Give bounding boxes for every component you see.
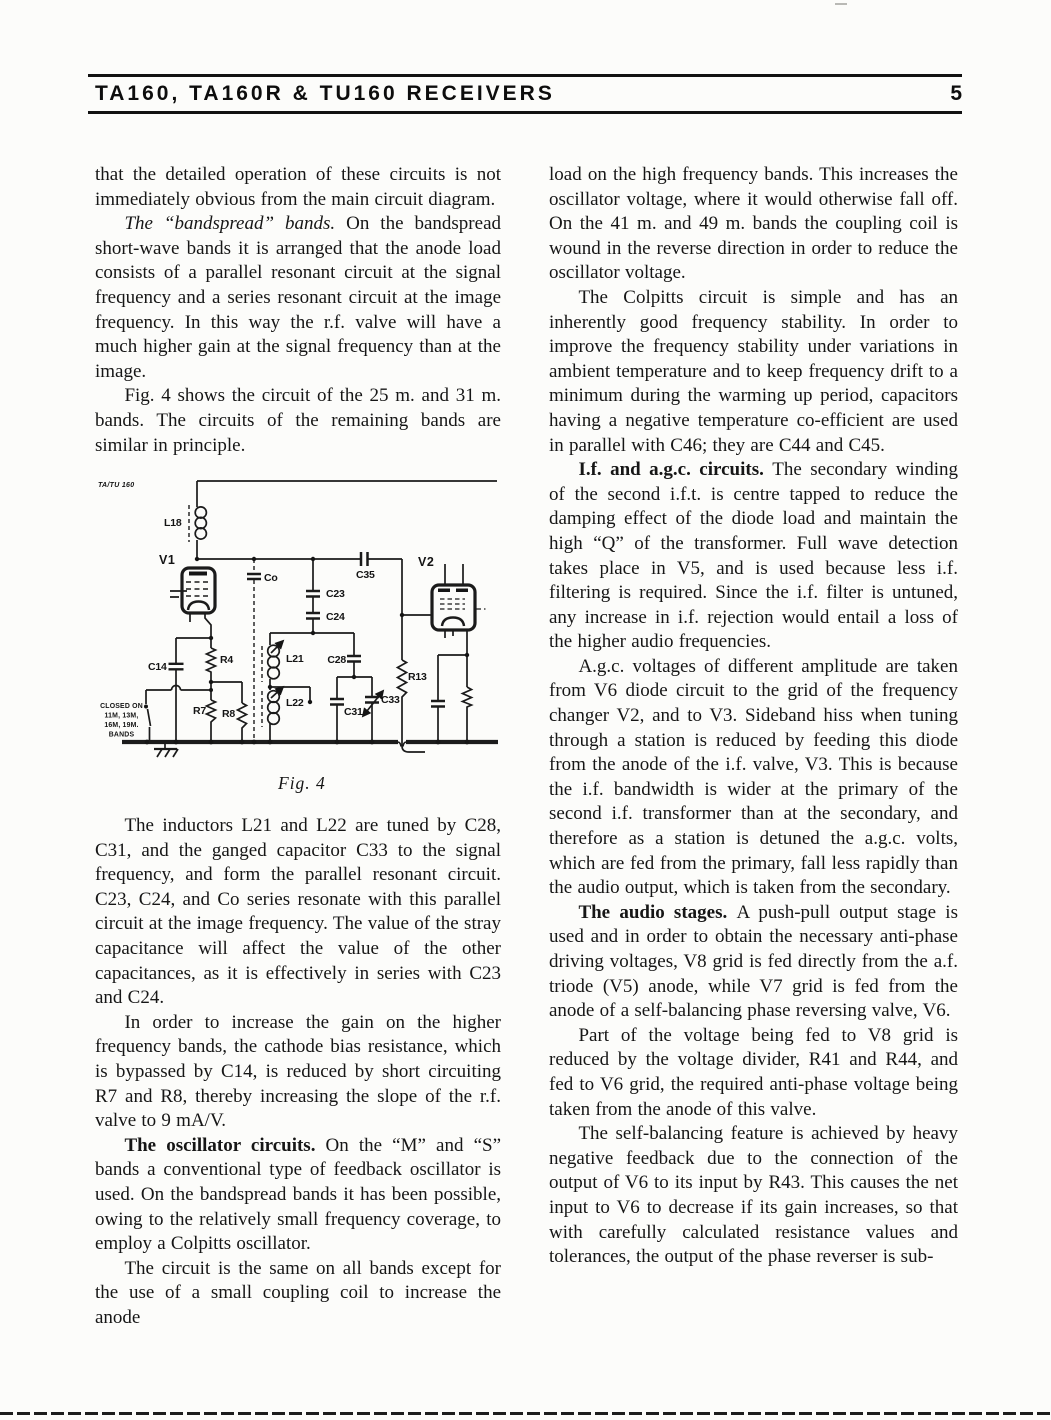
paragraph: load on the high frequency bands. This increases the oscillator voltage, where it would otherwise fall off. On the 41 m. and 49 m. bands the coupling coil is wound in the reverse direction in order to reduce the oscillator voltage. [549, 164, 958, 284]
switch-note [100, 703, 143, 739]
paragraph-lead: I.f. and a.g.c. circuits. [578, 459, 773, 481]
left-column-lower [95, 814, 501, 1330]
label-c23-capacitor: C23 [326, 588, 345, 600]
label-l18-inductor: L18 [164, 517, 182, 529]
label-c35-capacitor: C35 [356, 569, 375, 581]
paragraph: I.f. and a.g.c. circuits. The secondary winding of the second i.f.t. is centre tapped to reduce the damping effect of the diode load and maintain the high “Q” of the transformer. Full wave detection takes place in V5, and is used because less i.f. filtering is required. Since the i.f. filter is untuned, any increase in i.f. rejection would entail a loss of the higher audio frequencies. [549, 459, 958, 653]
label-r4-resistor: R4 [220, 654, 234, 666]
paragraph: In order to increase the gain on the higher frequency bands, the cathode bias resistance, which is bypassed by C14, is reduced by short circuiting R7 and R8, thereby increasing the slope of the r.f. valve to 9 mA/V. [95, 1011, 501, 1132]
label-c14-capacitor: C14 [148, 661, 167, 673]
paragraph: The self-balancing feature is achieved by heavy negative feedback due to the connection of the output of V6 to its input by R43. This causes the net input to V6 to decrease if its gain increases, so that with carefully calculated resistance values and tolerances, the output of the phase reverser is sub- [549, 1123, 958, 1268]
label-l21-inductor: L21 [286, 653, 304, 665]
paragraph: A.g.c. voltages of different amplitude are taken from V6 diode circuit to the grid of the frequency changer V2, and to V3. Sideband hiss when tuning through a station is reduced by feeding this diode from the anode of the i.f. valve, V3. This is because the i.f. bandwidth is wider at the primary of the second i.f. transformer than at the secondary, and therefore as a station is detuned the a.g.c. volts, which are fed from the primary, fall less rapidly than the audio output, which is taken from the secondary. [549, 655, 958, 899]
page-number: 5 [950, 82, 962, 105]
label-c24-capacitor: C24 [326, 611, 345, 623]
figure-4 [85, 460, 535, 800]
label-c33-capacitor: C33 [381, 694, 400, 706]
label-v2-valve: V2 [418, 555, 435, 569]
paragraph-lead: The audio stages. [578, 901, 737, 923]
paragraph: The inductors L21 and L22 are tuned by C28, C31, and the ganged capacitor C33 to the signal frequency, and form the parallel resonant circuit. C23, C24, and Co series resonate with this parallel circuit at the image frequency. The value of the stray capacitance will affect the value of the other capacitances, as it is effectively in series with C23 and C24. [95, 815, 501, 1009]
switch-note-line4: BANDS [108, 731, 135, 739]
right-column [549, 163, 958, 1270]
left-column-upper [95, 163, 501, 458]
paragraph: The “bandspread” bands. On the bandspread short-wave bands it is arranged that the anode load consists of a parallel resonant circuit at the signal frequency and a series resonant circuit at the image frequency. In this way the r.f. valve will have a much higher gain at the signal frequency than at the image. [95, 213, 501, 382]
label-r8-resistor: R8 [222, 708, 236, 720]
paragraph: The oscillator circuits. On the “M” and “S” bands a conventional type of feedback oscillator is used. On the bandspread bands it has been possible, owing to the relatively small frequency coverage, to employ a Colpitts oscillator. [95, 1134, 501, 1255]
label-r7-resistor: R7 [193, 705, 207, 717]
paragraph: Part of the voltage being fed to V8 grid is reduced by the voltage divider, R41 and R44, and fed to V6 grid, the required anti-phase voltage being taken from the anode of this valve. [549, 1024, 958, 1120]
header-rule-bottom [88, 111, 962, 114]
figure-corner-label: TA/TU 160 [98, 482, 135, 489]
switch-note-line1: CLOSED ON [100, 703, 143, 710]
figure-caption: Fig. 4 [278, 773, 326, 793]
figure-4-circuit-diagram [85, 460, 535, 800]
paragraph: The audio stages. A push-pull output stage is used and in order to obtain the necessary anti-phase driving voltages, V8 grid is fed directly from the a.f. triode (V5) anode, while V7 grid is fed from the anode of a self-balancing phase reversing valve, V6. [549, 901, 958, 1022]
label-co-capacitor: Co [264, 572, 278, 584]
label-l22-inductor: L22 [286, 697, 304, 709]
scan-artifact-mark [835, 3, 847, 5]
label-r13-resistor: R13 [408, 671, 427, 683]
page-title: TA160, TA160R & TU160 RECEIVERS [95, 82, 555, 105]
paragraph: Fig. 4 shows the circuit of the 25 m. and 31 m. bands. The circuits of the remaining bands are similar in principle. [95, 385, 501, 456]
switch-note-line3: 16M, 19M. [104, 722, 139, 729]
label-c28-capacitor: C28 [327, 654, 346, 666]
page-bottom-dashed-rule [0, 1412, 1051, 1415]
paragraph: The circuit is the same on all bands except for the use of a small coupling coil to increase the anode [95, 1257, 501, 1328]
label-c31-capacitor: C31 [344, 706, 363, 718]
header-rule-top [88, 74, 962, 77]
paragraph: that the detailed operation of these circuits is not immediately obvious from the main circuit diagram. [95, 164, 501, 210]
label-v1-valve: V1 [159, 553, 176, 567]
paragraph: The Colpitts circuit is simple and has an inherently good frequency stability. In order to improve the frequency stability under variations in ambient temperature and to keep frequency drift to a minimum during the warming up period, capacitors having a negative temperature co-efficient are used in parallel with C46; they are C44 and C45. [549, 286, 958, 456]
switch-note-line2: 11M, 13M, [104, 712, 139, 720]
paragraph-lead: The oscillator circuits. [124, 1134, 326, 1156]
paragraph-lead: The “bandspread” bands. [124, 213, 347, 235]
